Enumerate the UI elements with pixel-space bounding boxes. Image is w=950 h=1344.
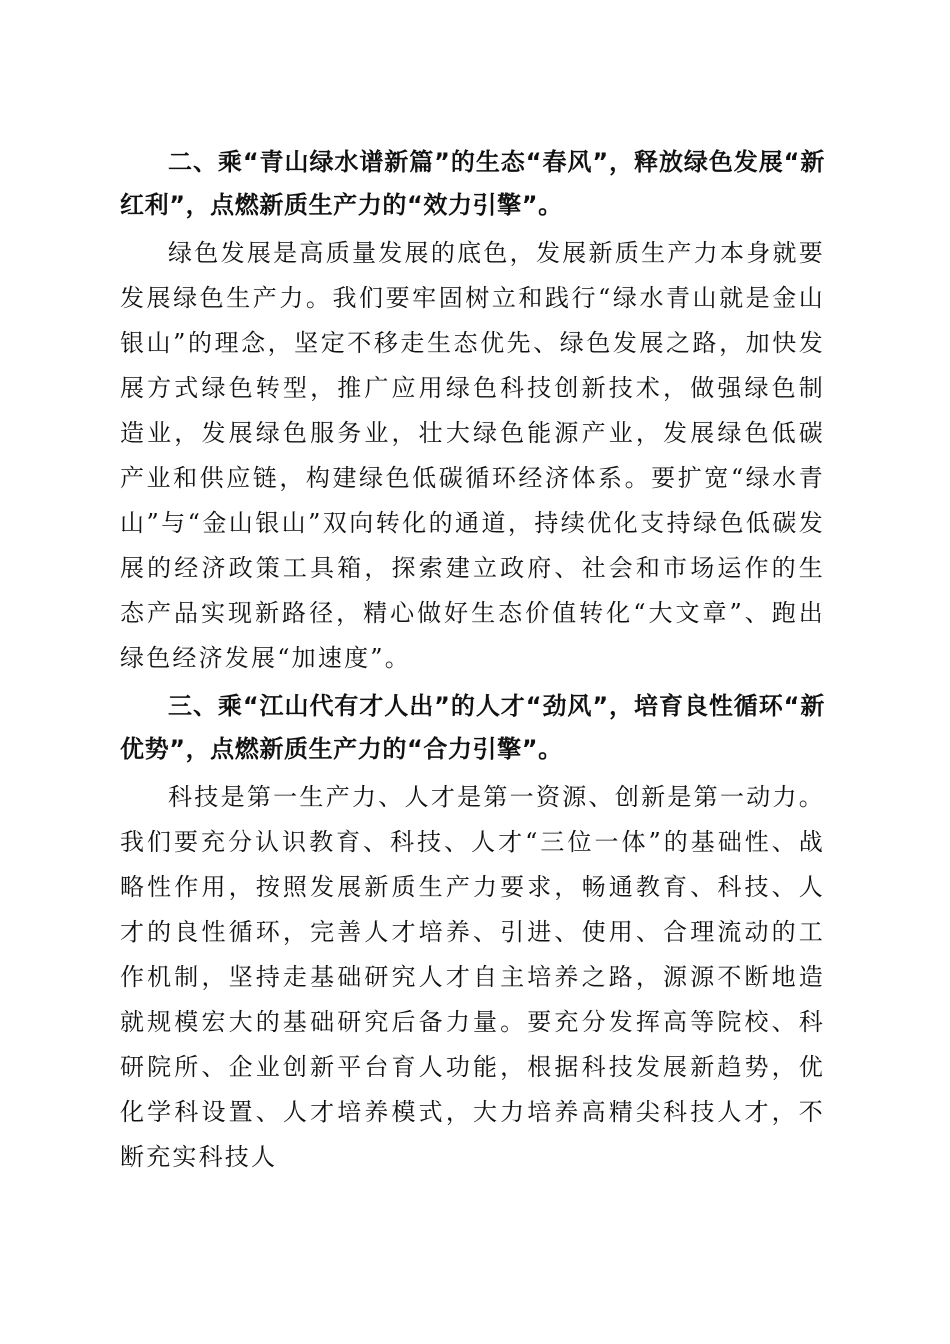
section-paragraph-2: 绿色发展是高质量发展的底色，发展新质生产力本身就要发展绿色生产力。我们要牢固树立和践行“绿水青山就是金山银山”的理念，坚定不移走生态优先、绿色发展之路，加快发展方式绿色转型，推广应用绿色科技创新技术，做强绿色制造业，发展绿色服务业，壮大绿色能源产业，发展绿色低碳产业和供应链，构建绿色低碳循环经济体系。要扩宽“绿水青山”与“金山银山”双向转化的通道，持续优化支持绿色低碳发展的经济政策工具箱，探索建立政府、社会和市场运作的生态产品实现新路径，精心做好生态价值转化“大文章”、跑出绿色经济发展“加速度”。 xyxy=(120,239,825,672)
section-heading-2: 二、乘“青山绿水谱新篇”的生态“春风”，释放绿色发展“新红利”，点燃新质生产力的“效力引擎”。 xyxy=(120,148,825,219)
document-body xyxy=(120,141,825,1184)
section-heading-3: 三、乘“江山代有才人出”的人才“劲风”，培育良性循环“新优势”，点燃新质生产力的“合力引擎”。 xyxy=(120,692,825,763)
section-paragraph-3: 科技是第一生产力、人才是第一资源、创新是第一动力。我们要充分认识教育、科技、人才“三位一体”的基础性、战略性作用，按照发展新质生产力要求，畅通教育、科技、人才的良性循环，完善人才培养、引进、使用、合理流动的工作机制，坚持走基础研究人才自主培养之路，源源不断地造就规模宏大的基础研究后备力量。要充分发挥高等院校、科研院所、企业创新平台育人功能，根据科技发展新趋势，优化学科设置、人才培养模式，大力培养高精尖科技人才，不断充实科技人 xyxy=(120,783,825,1171)
